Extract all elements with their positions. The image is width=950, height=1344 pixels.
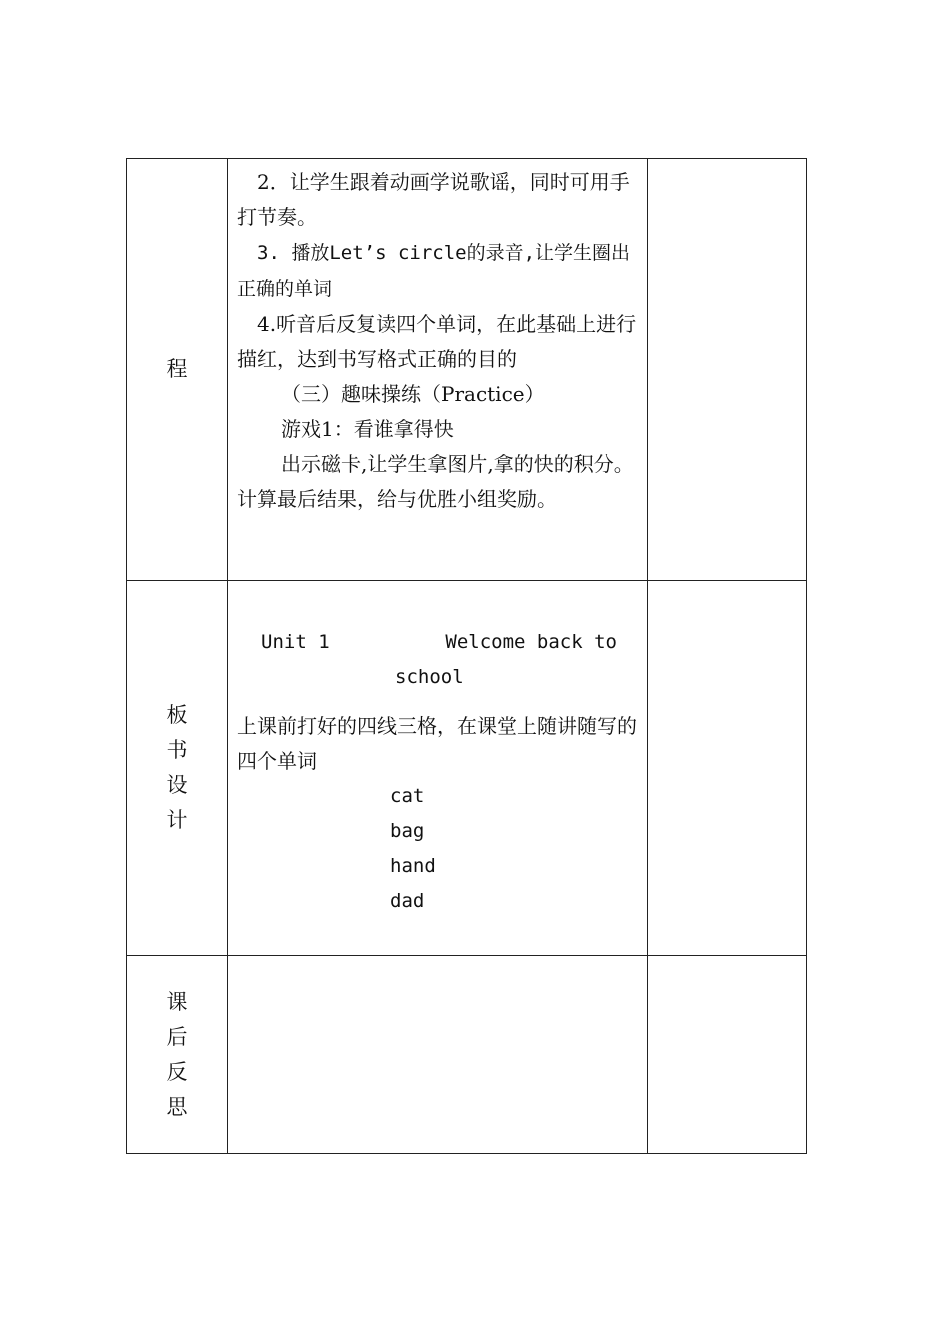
practice-heading: （三）趣味操练（Practice）: [281, 382, 545, 406]
reflection-label-char-4: 思: [166, 1094, 188, 1119]
reflection-label-cell: [127, 956, 228, 1154]
board-description: 上课前打好的四线三格，在课堂上随讲随写的四个单词: [237, 714, 637, 773]
process-step-4: 4.听音后反复读四个单词，在此基础上进行描红，达到书写格式正确的目的: [237, 312, 637, 371]
process-label-char: 程: [166, 357, 188, 381]
reflection-label-char-3: 反: [166, 1059, 188, 1084]
unit-title-line: [237, 625, 639, 660]
vocabulary-list: [237, 779, 639, 919]
vocab-word: cat: [390, 785, 425, 807]
board-label-char-2: 书: [166, 738, 188, 762]
reflection-row: [127, 956, 807, 1154]
board-label-char-4: 计: [166, 808, 188, 832]
board-label-char-3: 设: [166, 773, 188, 797]
board-design-content-cell: [228, 581, 648, 956]
unit-number: Unit 1: [261, 631, 330, 653]
reflection-label-char-2: 后: [166, 1024, 188, 1049]
board-label-char-1: 板: [166, 703, 188, 727]
unit-title-part-1: Welcome back to: [445, 631, 617, 653]
process-label-cell: [127, 159, 228, 581]
game-1-description: 出示磁卡,让学生拿图片,拿的快的积分。计算最后结果，给与优胜小组奖励。: [237, 452, 634, 511]
board-design-notes-cell: [648, 581, 807, 956]
reflection-label-char-1: 课: [166, 989, 188, 1014]
unit-title-part-2: school: [395, 666, 464, 688]
vocab-word: hand: [390, 855, 436, 877]
vocab-word: bag: [390, 820, 425, 842]
process-notes-cell: [648, 159, 807, 581]
board-design-row: [127, 581, 807, 956]
process-row: [127, 159, 807, 581]
board-design-label-cell: [127, 581, 228, 956]
reflection-notes-cell: [648, 956, 807, 1154]
process-content-cell: [228, 159, 648, 581]
vocab-word: dad: [390, 890, 425, 912]
process-step-3: [237, 235, 639, 307]
process-step-3-text: 3. 播放Let’s circle的录音,让学生圈出正确的单词: [237, 242, 631, 300]
lesson-plan-table: [126, 158, 807, 1154]
process-step-2: 2．让学生跟着动画学说歌谣，同时可用手打节奏。: [237, 170, 630, 229]
game-1-title: 游戏1：看谁拿得快: [281, 417, 454, 441]
reflection-content-cell: [228, 956, 648, 1154]
